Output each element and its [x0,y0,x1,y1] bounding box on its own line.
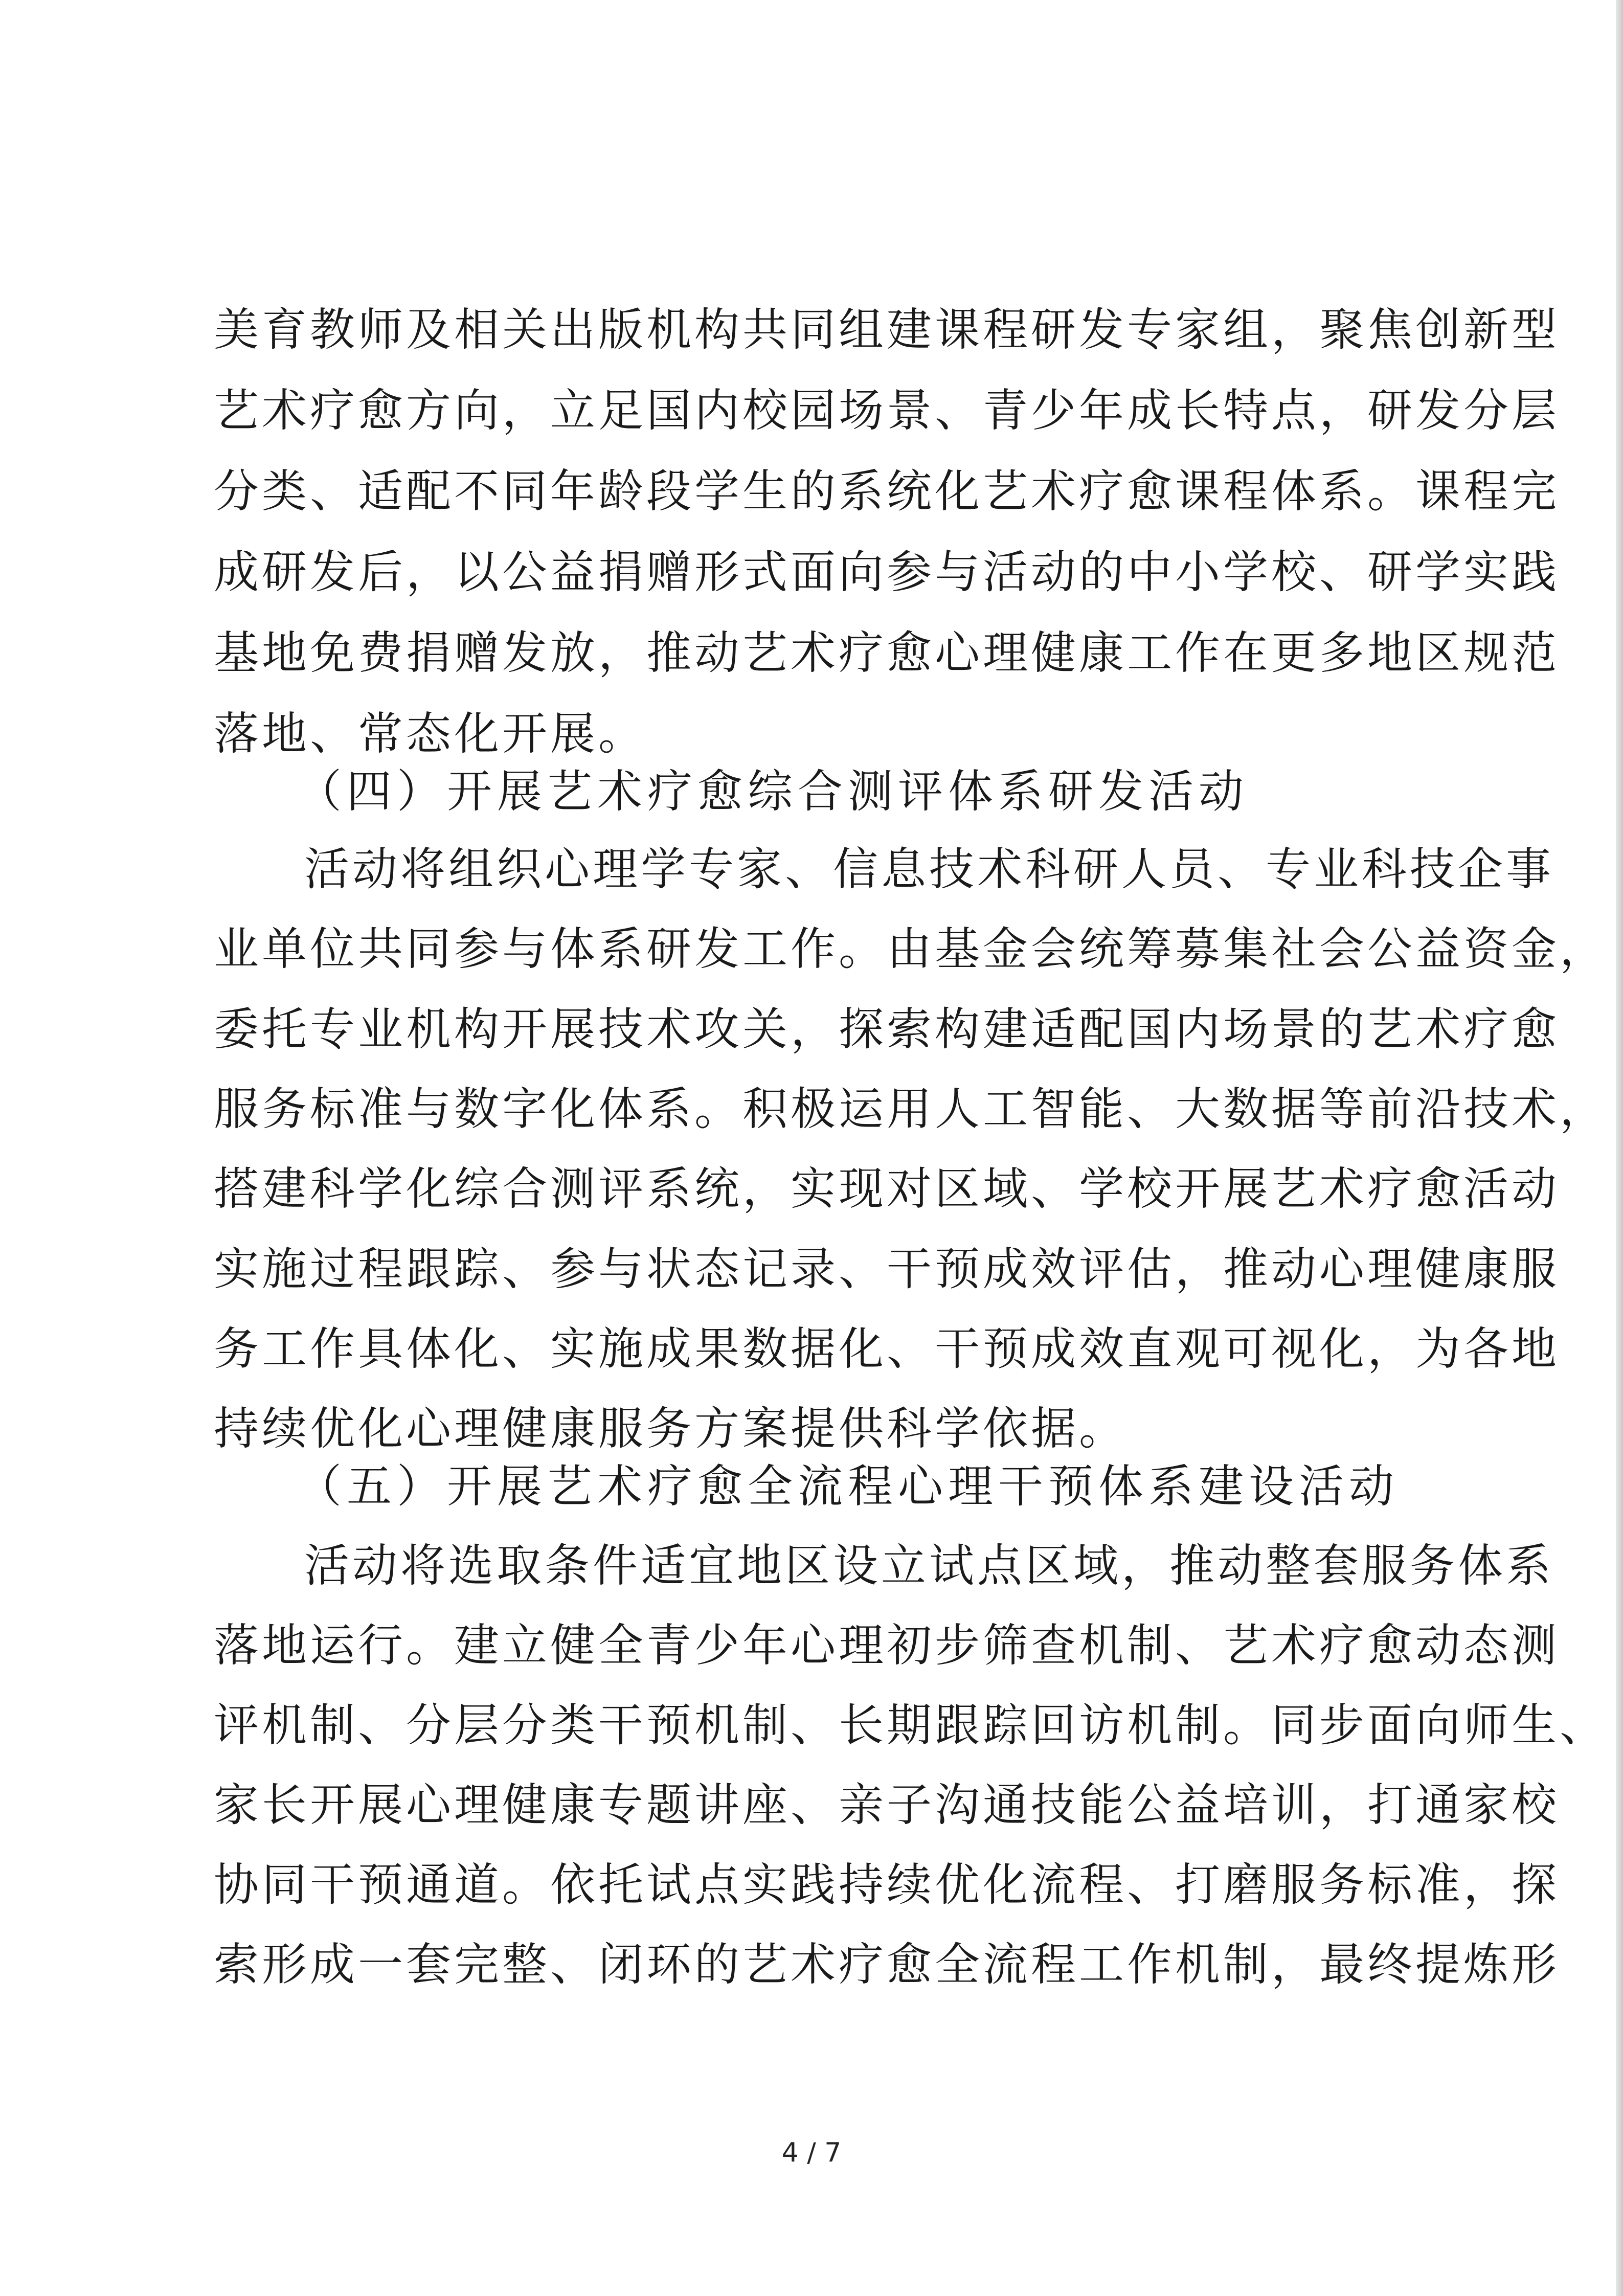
scan-edge [1616,0,1623,2296]
text-line: 业单位共同参与体系研发工作。由基金会统筹募集社会公益资金， [214,922,1608,975]
text-line: 落地、常态化开展。 [214,707,647,760]
text-line: 活动将选取条件适宜地区设立试点区域，推动整套服务体系 [304,1539,1554,1592]
text-line: 评机制、分层分类干预机制、长期跟踪回访机制。同步面向师生、 [214,1699,1608,1751]
text-line: 索形成一套完整、闭环的艺术疗愈全流程工作机制，最终提炼形 [214,1938,1560,1991]
section-heading: （四）开展艺术疗愈综合测评体系研发活动 [297,765,1249,818]
text-line: 美育教师及相关出版机构共同组建课程研发专家组，聚焦创新型 [214,303,1560,356]
text-line: 分类、适配不同年龄段学生的系统化艺术疗愈课程体系。课程完 [214,465,1560,517]
text-line: 落地运行。建立健全青少年心理初步筛查机制、艺术疗愈动态测 [214,1619,1560,1672]
text-line: 活动将组织心理学专家、信息技术科研人员、专业科技企事 [304,843,1554,895]
text-line: 委托专业机构开展技术攻关，探索构建适配国内场景的艺术疗愈 [214,1003,1560,1055]
text-line: 家长开展心理健康专题讲座、亲子沟通技能公益培训，打通家校 [214,1779,1560,1831]
text-line: 成研发后，以公益捐赠形式面向参与活动的中小学校、研学实践 [214,546,1560,598]
text-line: 实施过程跟踪、参与状态记录、干预成效评估，推动心理健康服 [214,1243,1560,1295]
text-line: 协同干预通道。依托试点实践持续优化流程、打磨服务标准，探 [214,1858,1560,1911]
section-heading: （五）开展艺术疗愈全流程心理干预体系建设活动 [297,1460,1400,1513]
text-line: 艺术疗愈方向，立足国内校园场景、青少年成长特点，研发分层 [214,384,1560,437]
text-line: 持续优化心理健康服务方案提供科学依据。 [214,1402,1128,1455]
text-line: 搭建科学化综合测评系统，实现对区域、学校开展艺术疗愈活动 [214,1162,1560,1215]
text-line: 服务标准与数字化体系。积极运用人工智能、大数据等前沿技术， [214,1083,1608,1135]
text-line: 务工作具体化、实施成果数据化、干预成效直观可视化，为各地 [214,1322,1560,1375]
text-line: 基地免费捐赠发放，推动艺术疗愈心理健康工作在更多地区规范 [214,626,1560,679]
page-number: 4 / 7 [781,2137,842,2168]
